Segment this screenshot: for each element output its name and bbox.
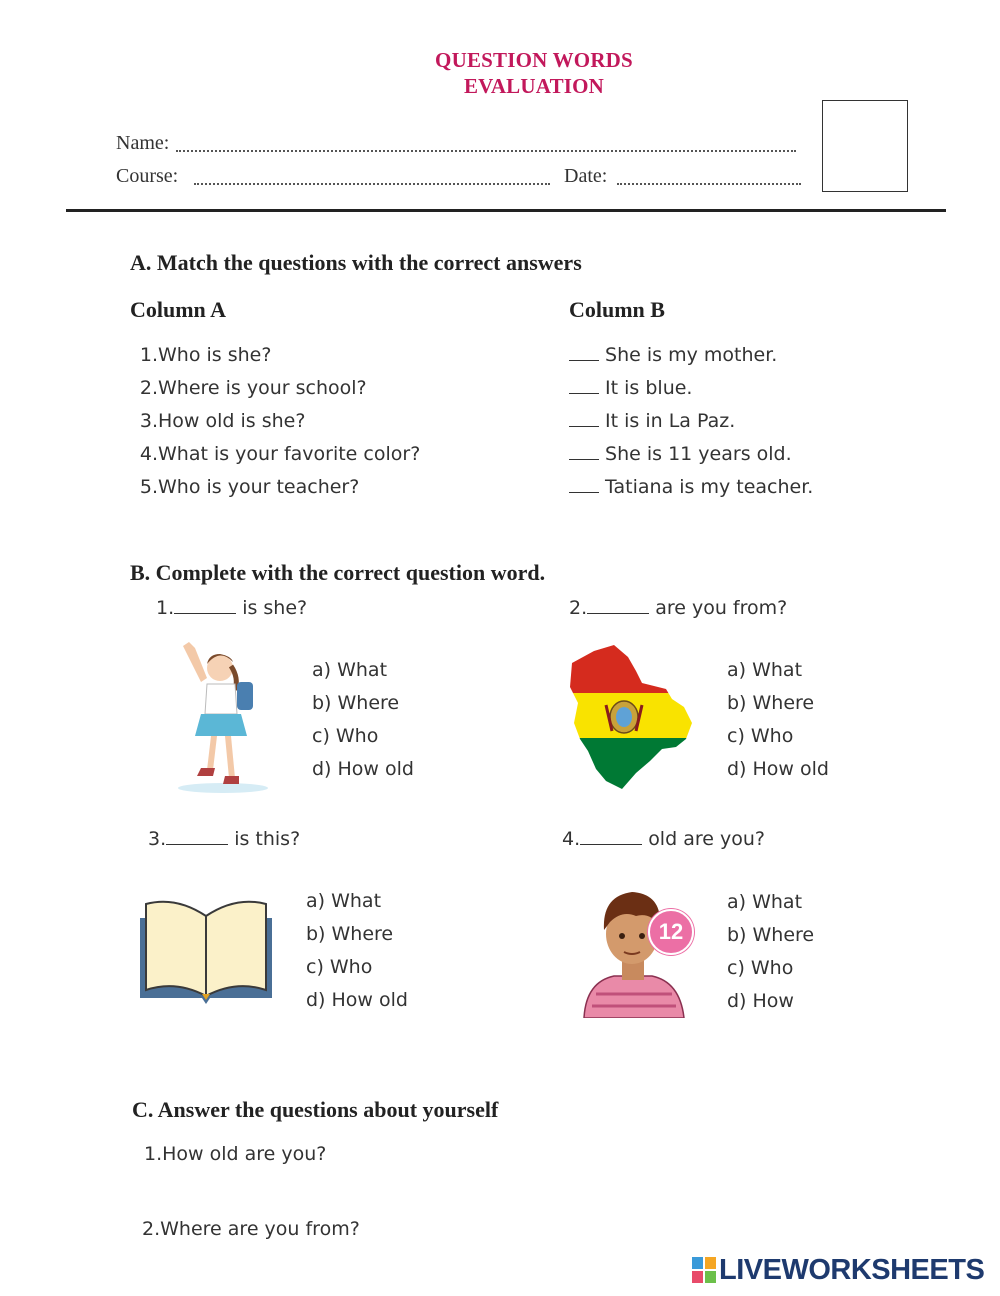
option-d[interactable]: d) How <box>727 990 794 1012</box>
option-c[interactable]: c) Who <box>727 957 794 979</box>
options-b3 <box>306 890 408 1022</box>
option-b[interactable]: b) Where <box>312 692 400 714</box>
age-badge <box>648 909 694 955</box>
option-b[interactable]: b) Where <box>727 924 815 946</box>
liveworksheets-logo-icon <box>692 1257 716 1283</box>
course-field[interactable] <box>194 183 550 185</box>
list-item: 1.Who is she? <box>139 344 272 366</box>
answer-blank[interactable] <box>580 830 642 845</box>
options-b1 <box>312 659 414 791</box>
option-c[interactable]: c) Who <box>312 725 379 747</box>
question-c2: 2.Where are you from? <box>142 1218 360 1240</box>
bolivia-flag-map <box>566 643 698 791</box>
column-b-title: Column B <box>569 297 665 322</box>
question-b2: 2. are you from? <box>569 597 788 619</box>
option-a[interactable]: a) What <box>306 890 382 912</box>
date-label: Date: <box>564 165 608 187</box>
list-item: 4.What is your favorite color? <box>139 443 421 465</box>
answer-blank[interactable] <box>569 379 599 394</box>
option-c[interactable]: c) Who <box>727 725 794 747</box>
answer-blank[interactable] <box>587 599 649 614</box>
section-c-title: C. Answer the questions about yourself <box>132 1097 499 1122</box>
column-a-title: Column A <box>130 297 226 322</box>
question-b4: 4. old are you? <box>562 828 765 850</box>
list-item: 3.How old is she? <box>139 410 306 432</box>
list-item: 2.Where is your school? <box>139 377 367 399</box>
list-item: It is blue. <box>569 377 813 410</box>
section-a-title: A. Match the questions with the correct answers <box>130 250 582 275</box>
column-a-list <box>138 344 420 509</box>
list-item: She is my mother. <box>569 344 813 377</box>
option-a[interactable]: a) What <box>312 659 388 681</box>
answer-blank[interactable] <box>569 445 599 460</box>
title-line-2: EVALUATION <box>463 74 605 98</box>
option-d[interactable]: d) How old <box>727 758 829 780</box>
question-c1: 1.How old are you? <box>144 1143 327 1165</box>
answer-blank[interactable] <box>569 478 599 493</box>
option-b[interactable]: b) Where <box>727 692 815 714</box>
column-b-list <box>569 344 813 509</box>
list-item: 5.Who is your teacher? <box>139 476 360 498</box>
course-label: Course: <box>116 165 179 187</box>
date-field[interactable] <box>617 183 801 185</box>
name-label: Name: <box>116 132 170 154</box>
options-b2 <box>727 659 829 791</box>
option-c[interactable]: c) Who <box>306 956 373 978</box>
open-book-illustration <box>136 896 276 1008</box>
header-divider <box>66 209 946 212</box>
liveworksheets-logo <box>692 1252 984 1288</box>
option-b[interactable]: b) Where <box>306 923 394 945</box>
answer-blank[interactable] <box>174 599 236 614</box>
worksheet-title <box>0 48 1000 99</box>
section-b-title: B. Complete with the correct question word. <box>130 560 546 585</box>
score-box <box>822 100 908 192</box>
answer-blank[interactable] <box>166 830 228 845</box>
list-item: Tatiana is my teacher. <box>569 476 813 509</box>
option-a[interactable]: a) What <box>727 659 803 681</box>
title-line-1: QUESTION WORDS <box>435 48 633 72</box>
age-badge-number: 12 <box>658 919 684 944</box>
logo-text: LIVEWORKSHEETS <box>719 1253 985 1286</box>
list-item: She is 11 years old. <box>569 443 813 476</box>
schoolgirl-illustration <box>165 638 275 794</box>
question-b3: 3. is this? <box>148 828 301 850</box>
option-d[interactable]: d) How old <box>312 758 414 780</box>
options-b4 <box>727 891 814 1023</box>
list-item: It is in La Paz. <box>569 410 813 443</box>
name-field[interactable] <box>176 150 796 152</box>
answer-blank[interactable] <box>569 412 599 427</box>
question-b1: 1. is she? <box>156 597 308 619</box>
option-d[interactable]: d) How old <box>306 989 408 1011</box>
option-a[interactable]: a) What <box>727 891 803 913</box>
answer-blank[interactable] <box>569 346 599 361</box>
